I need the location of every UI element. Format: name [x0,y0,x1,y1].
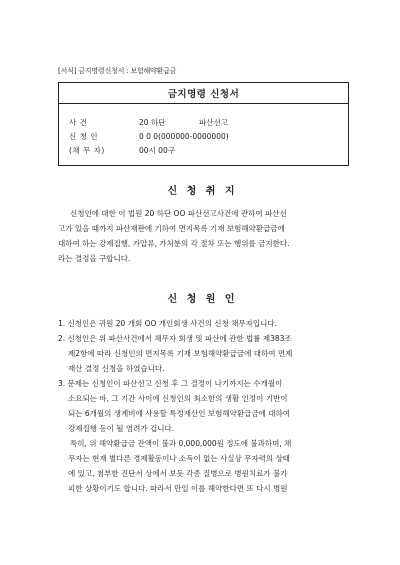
applicant-label: 신 청 인 [69,131,99,141]
reason-line: 되는 6개월의 생계비에 사용할 특정재산인 보험해약환급금에 대하여 [68,409,290,418]
reason-line: 1. 신청인은 귀원 20 개회 OO 개인회생 사건의 신청 채무자입니다. [58,319,277,328]
debtor-row [69,144,175,156]
debtor-address: 00시 00구 [139,145,175,155]
purpose-line: 라는 결정을 구합니다. [58,254,131,263]
reason-line: 소요되는 바, 그 기간 사이에 신청인의 최소한의 생활 인정이 기반이 [68,394,288,403]
case-number: 20 하단 [139,117,166,127]
case-type: 파산선고 [199,117,228,127]
purpose-heading: 신 청 취 지 [167,186,238,197]
document-title: 금지명령 신청서 [59,83,348,104]
case-row [69,116,228,128]
reason-line: 재산 결정 신청을 하였습니다. [68,364,165,373]
reason-line: 피한 상황이기도 합니다. 따라서 만일 이를 해약한다면 또 다시 병원 [68,484,288,493]
reasons-body [58,316,347,496]
applicant-id: 0 0 0(000000-0000000) [139,131,229,141]
reason-line: 3. 문제는 신청인이 파산선고 신청 후 그 결정이 나기까지는 수개월이 [58,379,283,388]
reason-line: 에 있고, 첨부한 진단서 상에서 보듯 각종 질병으로 병원치료가 불가 [68,469,288,478]
form-label: [서식] 금지명령신청서 : 보험해약환급금 [58,67,177,75]
applicant-row [69,130,229,142]
debtor-label: (채 무 자) [69,145,105,155]
purpose-line: 신청인에 대한 이 법원 20 하단 OO 파산선고사건에 관하여 파산선 [70,209,287,218]
purpose-body [58,206,347,266]
case-label: 사 건 [69,117,88,127]
reason-line: 특히, 위 해약환급금 잔액이 불과 0,000,000원 정도에 불과하며, 채 [70,439,292,448]
reason-line: 강제집행 등이 될 염려가 겁니다. [68,424,175,433]
reasons-heading: 신 청 원 인 [167,294,238,305]
title-box [58,82,349,166]
reason-line: 무자는 현재 별다른 경제활동이나 소득이 없는 사실상 무자력의 상태 [68,454,290,463]
purpose-line: 대하여 하는 강제집행, 가압류, 가처분의 각 절차 또는 행위를 금지한다. [58,239,290,248]
reason-line: 2. 신청인은 위 파산사건에서 채무자 회생 및 파산에 관한 법률 제383조 [58,334,292,343]
purpose-line: 고가 있을 때까지 파산재판에 기하여 면지목록 기재 보험해약환급금에 [58,224,285,233]
reason-line: 제2항에 따라 신청인의 면지목록 기재 보험해약환급금에 대하여 면제 [68,349,293,358]
